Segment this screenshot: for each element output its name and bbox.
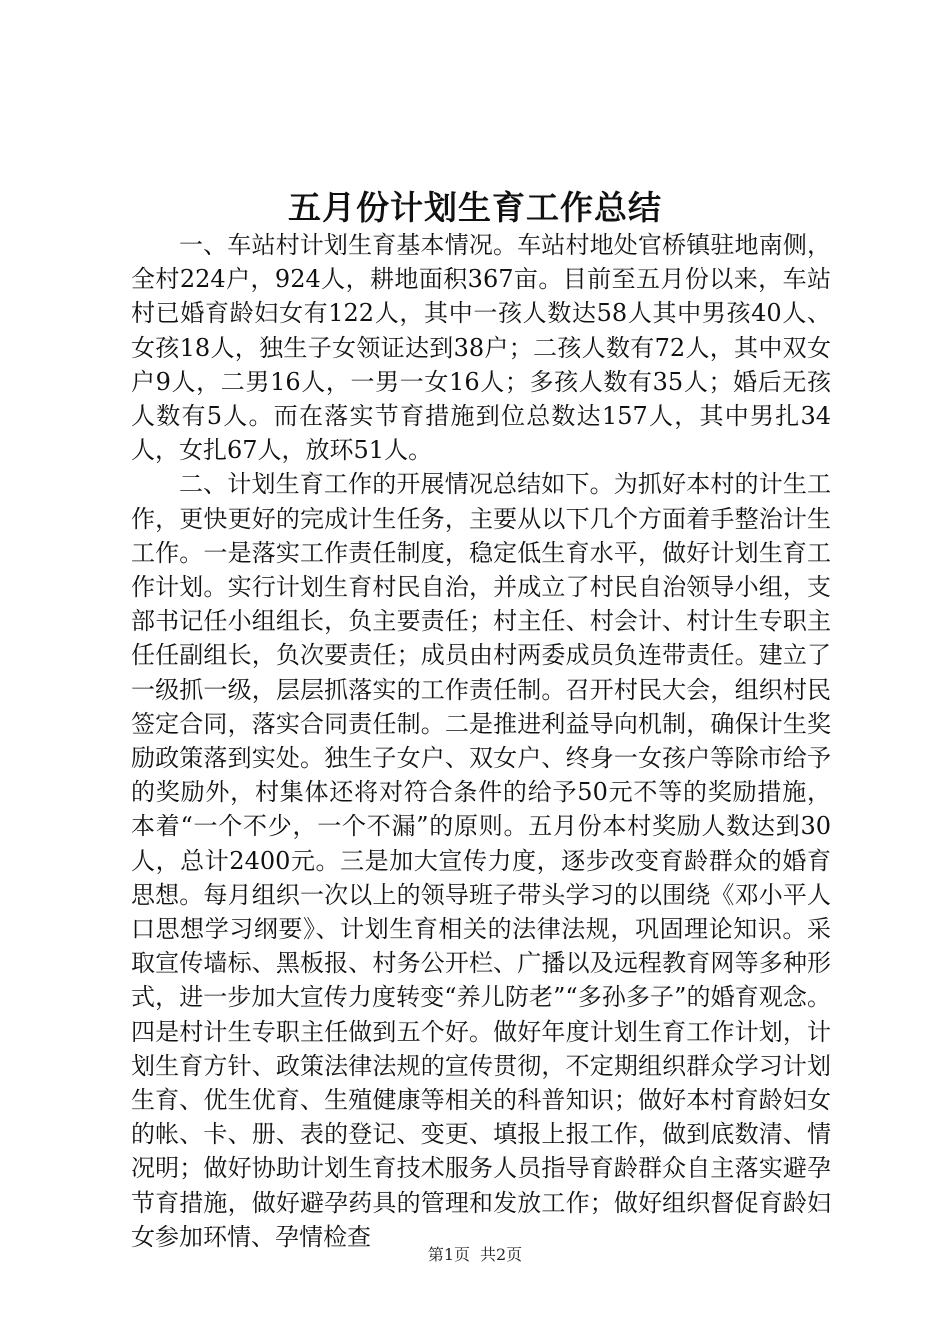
document-title: 五月份计划生育工作总结 — [288, 188, 662, 227]
paragraph-work-summary: 二、计划生育工作的开展情况总结如下。为抓好本村的计生工作，更快更好的完成计生任务，主要从以下几个方面着手整治计生工作。一是落实工作责任制度，稳定低生育水平，做好计划生育工作计划。实行计划生育村民自治，并成立了村民自治领导小组，支部书记任小组组长，负主要责任；村主任、村会计、村计生专职主任任副组长，负次要责任；成员由村两委成员负连带责任。建立了一级抓一级，层层抓落实的工作责任制。召开村民大会，组织村民签定合同，落实合同责任制。二是推进利益导向机制，确保计生奖励政策落到实处。独生子女户、双女户、终身一女孩户等除市给予的奖励外，村集体还将对符合条件的给予50元不等的奖励措施，本着“一个不少，一个不漏”的原则。五月份本村奖励人数达到30人，总计2400元。三是加大宣传力度，逐步改变育龄群众的婚育思想。每月组织一次以上的领导班子带头学习的以围绕《邓小平人口思想学习纲要》、计划生育相关的法律法规，巩固理论知识。采取宣传墙标、黑板报、村务公开栏、广播以及远程教育网等多种形式，进一步加大宣传力度转变“养儿防老”“多孙多子”的婚育观念。四是村计生专职主任做到五个好。做好年度计划生育工作计划，计划生育方针、政策法律法规的宣传贯彻，不定期组织群众学习计划生育、优生优育、生殖健康等相关的科普知识；做好本村育龄妇女的帐、卡、册、表的登记、变更、填报上报工作，做到底数清、情况明；做好协助计划生育技术服务人员指导育龄群众自主落实避孕节育措施，做好避孕药具的管理和发放工作；做好组织督促育龄妇女参加环情、孕情检查 — [131, 470, 831, 1251]
document-body — [131, 228, 831, 1254]
page-number: 第1页 — [427, 1245, 470, 1264]
paragraph-basic-situation: 一、车站村计划生育基本情况。车站村地处官桥镇驻地南侧，全村224户，924人，耕地面积367亩。目前至五月份以来，车站村已婚育龄妇女有122人，其中一孩人数达58人其中男孩40人、女孩18人，独生子女领证达到38户；二孩人数有72人，其中双女户9人，二男16人，一男一女16人；多孩人数有35人；婚后无孩人数有5人。而在落实节育措施到位总数达157人，其中男扎34人，女扎67人，放环51人。 — [131, 231, 831, 465]
page-footer — [0, 1243, 950, 1267]
page-total: 共2页 — [480, 1245, 523, 1264]
